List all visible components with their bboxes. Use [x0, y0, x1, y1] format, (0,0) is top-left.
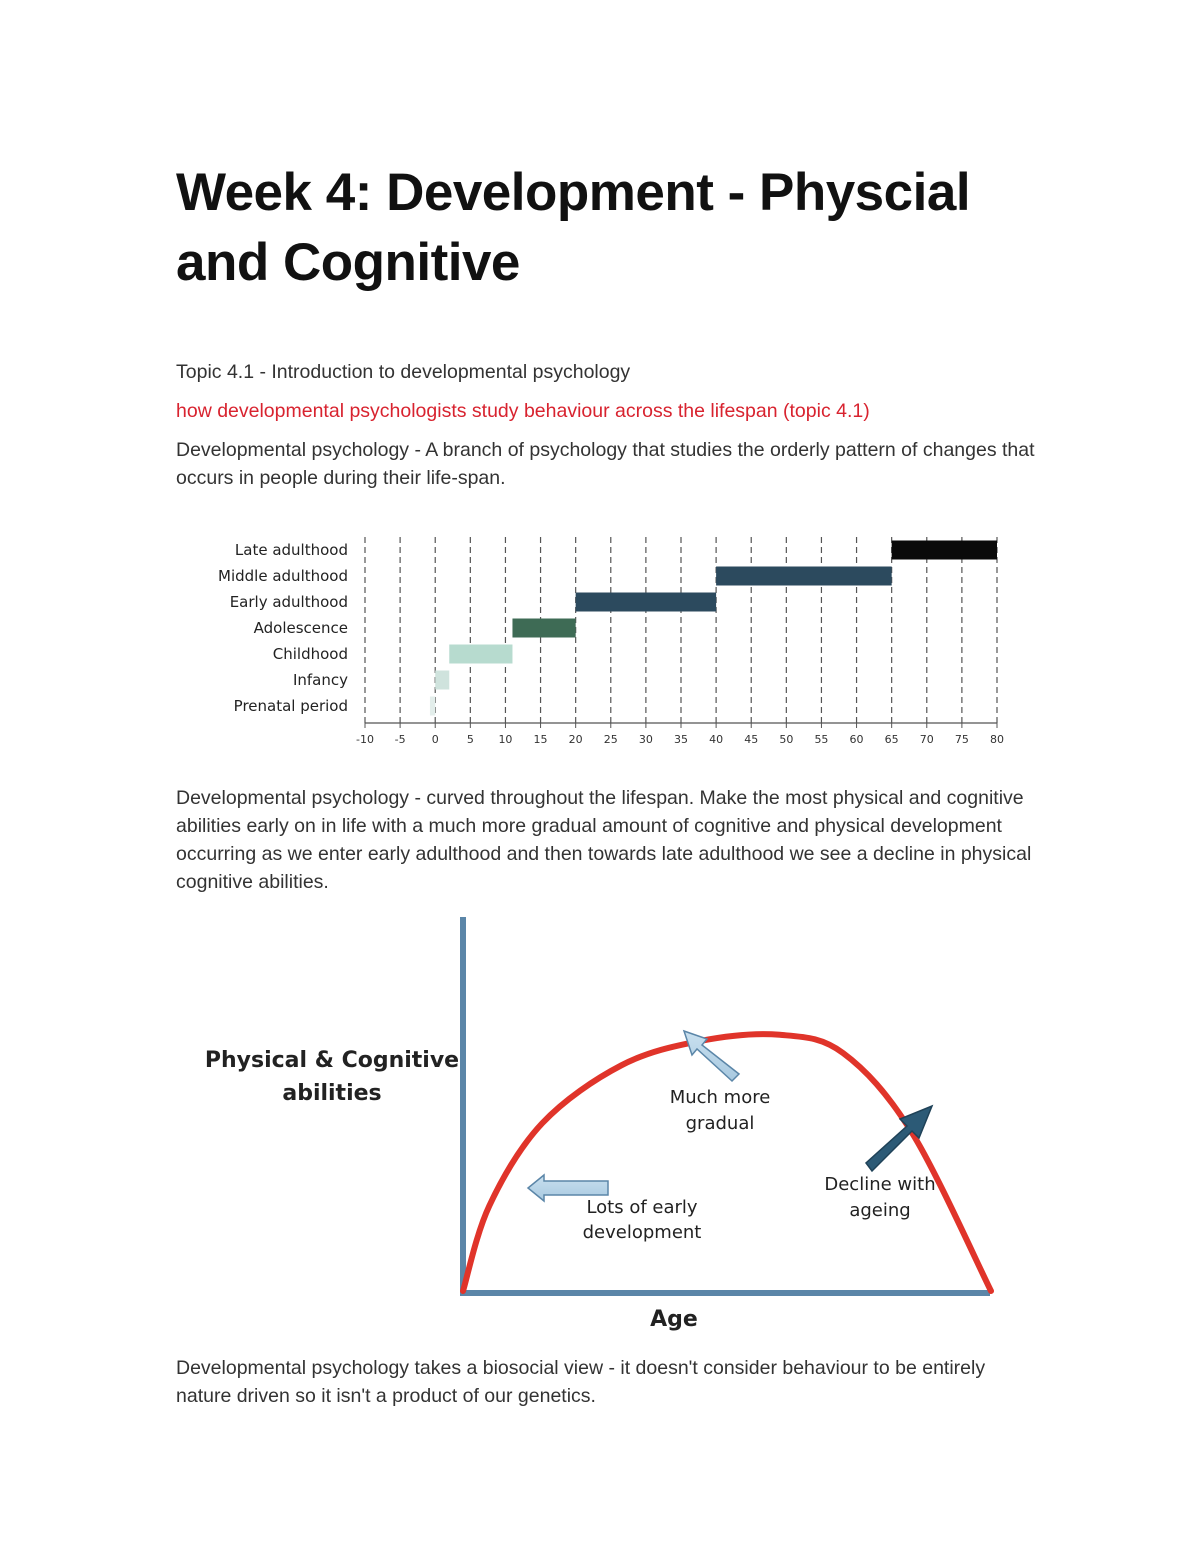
- topic-heading: Topic 4.1 - Introduction to developmental psychology: [176, 361, 631, 383]
- x-tick-label: 30: [638, 733, 653, 746]
- annotation-decline-line2: ageing: [849, 1200, 911, 1221]
- stage-label: Early adulthood: [229, 593, 348, 611]
- annotation-gradual-line1: Much more: [669, 1087, 771, 1108]
- x-tick-label: 70: [919, 733, 934, 746]
- x-tick-label: 65: [884, 733, 899, 746]
- stage-label: Infancy: [292, 671, 348, 689]
- y-axis-label-line1: Physical & Cognitive: [204, 1048, 460, 1073]
- x-tick-label: -10: [356, 733, 374, 746]
- x-tick-label: 50: [779, 733, 794, 746]
- x-tick-label: 40: [709, 733, 724, 746]
- stage-bar: [892, 541, 997, 560]
- x-tick-label: 15: [533, 733, 548, 746]
- x-tick-label: -5: [394, 733, 406, 746]
- definition-paragraph: Developmental psychology - A branch of psychology that studies the orderly pattern of changes that occurs in people during their life-span.: [176, 439, 1035, 489]
- annotation-decline-line1: Decline with: [824, 1174, 936, 1195]
- ability-curve-chart: [200, 905, 1020, 1345]
- x-tick-label: 45: [744, 733, 759, 746]
- stage-bar: [435, 671, 449, 690]
- stage-label: Late adulthood: [234, 541, 348, 559]
- stage-bar: [449, 645, 512, 664]
- stage-bar: [430, 697, 435, 716]
- curve-paragraph: Developmental psychology - curved throughout the lifespan. Make the most physical and cognitive abilities early on in life with a much more gradual amount of cognitive and physical development occurring as we enter early adulthood and then towards late adulthood we see a decline in physical cognitive abilities.: [176, 787, 1032, 893]
- annotation-early-line2: development: [582, 1222, 702, 1243]
- page-title: Week 4: Development - Physcial and Cognitive: [176, 163, 971, 292]
- x-axis-label: Age: [650, 1307, 698, 1332]
- x-tick-label: 35: [674, 733, 688, 746]
- lifespan-stages-chart: [200, 525, 1030, 750]
- stage-bar: [576, 593, 716, 612]
- x-tick-label: 55: [814, 733, 829, 746]
- stage-label: Childhood: [272, 645, 348, 663]
- y-axis-label-line2: abilities: [282, 1081, 382, 1106]
- stage-label: Adolescence: [253, 619, 348, 637]
- stage-bar: [716, 567, 892, 586]
- stage-bar: [512, 619, 575, 638]
- x-tick-label: 60: [849, 733, 864, 746]
- highlight-line: how developmental psychologists study behaviour across the lifespan (topic 4.1): [176, 400, 870, 422]
- stage-label: Prenatal period: [233, 697, 348, 715]
- annotation-early-line1: Lots of early: [586, 1197, 698, 1218]
- biosocial-paragraph: Developmental psychology takes a biosocial view - it doesn't consider behaviour to be entirely nature driven so it isn't a product of our genetics.: [176, 1357, 986, 1407]
- x-tick-label: 5: [466, 733, 474, 746]
- x-tick-label: 10: [498, 733, 513, 746]
- x-tick-label: 75: [954, 733, 969, 746]
- annotation-gradual-line2: gradual: [685, 1113, 755, 1134]
- x-tick-label: 0: [431, 733, 439, 746]
- x-tick-label: 25: [603, 733, 618, 746]
- x-tick-label: 20: [568, 733, 583, 746]
- x-tick-label: 80: [990, 733, 1004, 746]
- stage-label: Middle adulthood: [218, 567, 348, 585]
